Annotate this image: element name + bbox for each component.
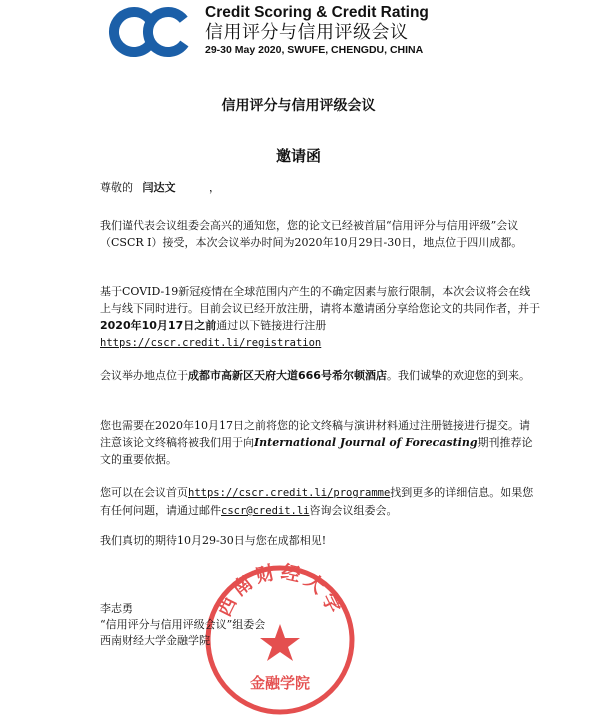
svg-text:西南财经大学: 西南财经大学 bbox=[213, 560, 347, 621]
paragraph-submission bbox=[100, 417, 540, 468]
conference-header bbox=[0, 0, 597, 62]
paragraph-closing: 我们真切的期待10月29-30日与您在成都相见! bbox=[100, 534, 327, 547]
submission-text-2: 期刊推荐论文的重要依据。 bbox=[100, 436, 533, 466]
conference-name-en: Credit Scoring & Credit Rating bbox=[205, 4, 429, 21]
email-link[interactable]: cscr@credit.li bbox=[221, 505, 310, 517]
signatory-name: 李志勇 bbox=[100, 602, 133, 615]
registration-text: 基于COVID-19新冠疫情在全球范围内产生的不确定因素与旅行限制，本次会议将会在线上与线下同时进行。目前会议已经开放注册，请将本邀请函分享给您论文的共同作者，并于 bbox=[100, 285, 540, 315]
signatory-organization: 西南财经大学金融学院 bbox=[100, 634, 210, 647]
conference-name-zh: 信用评分与信用评级会议 bbox=[205, 22, 409, 43]
contact-text-2: 找到更多的详细信息。如果您有任何问题，请通过邮件 bbox=[100, 486, 534, 517]
paragraph-contact bbox=[100, 484, 540, 520]
signatory-committee: “信用评分与信用评级会议”组委会 bbox=[100, 618, 266, 631]
submission-text: 您也需要在2020年10月17日之前将您的论文终稿与演讲材料通过注册链接进行提交。请注意该论文终稿将被我们用于向 bbox=[100, 419, 530, 449]
venue-address: 成都市高新区天府大道666号希尔顿酒店 bbox=[188, 369, 387, 382]
paragraph-registration bbox=[100, 283, 540, 352]
salutation bbox=[100, 179, 540, 196]
recipient-name: 闫达文 bbox=[142, 181, 176, 194]
conference-banner bbox=[205, 4, 465, 57]
paragraph-acceptance: 我们谨代表会议组委会高兴的通知您，您的论文已经被首届“信用评分与信用评级”会议（CSCR I）接受，本次会议举办时间为2020年10月29日-30日，地点位于四川成都。 bbox=[100, 219, 523, 249]
document-title: 信用评分与信用评级会议 bbox=[221, 98, 376, 114]
programme-link[interactable]: https://cscr.credit.li/programme bbox=[188, 487, 391, 499]
official-seal-icon bbox=[200, 560, 360, 720]
paragraph-venue bbox=[100, 367, 540, 384]
journal-name: International Journal of Forecasting bbox=[254, 436, 478, 449]
salutation-suffix: ， bbox=[209, 181, 220, 194]
venue-text: 会议举办地点位于 bbox=[100, 369, 188, 382]
venue-text-2: 。我们诚挚的欢迎您的到来。 bbox=[386, 369, 530, 382]
cscr-logo-icon bbox=[108, 6, 200, 58]
svg-text:金融学院: 金融学院 bbox=[249, 674, 311, 692]
contact-text: 您可以在会议首页 bbox=[100, 486, 188, 499]
registration-text-2: 通过以下链接进行注册 bbox=[216, 319, 327, 332]
conference-date: 29-30 May 2020, SWUFE, CHENGDU, CHINA bbox=[205, 44, 424, 56]
salutation-prefix: 尊敬的 bbox=[100, 181, 133, 194]
document-subtitle: 邀请函 bbox=[275, 147, 321, 165]
registration-deadline: 2020年10月17日之前 bbox=[100, 319, 217, 332]
registration-link[interactable]: https://cscr.credit.li/registration bbox=[100, 337, 322, 349]
contact-text-3: 咨询会议组委会。 bbox=[309, 504, 398, 517]
